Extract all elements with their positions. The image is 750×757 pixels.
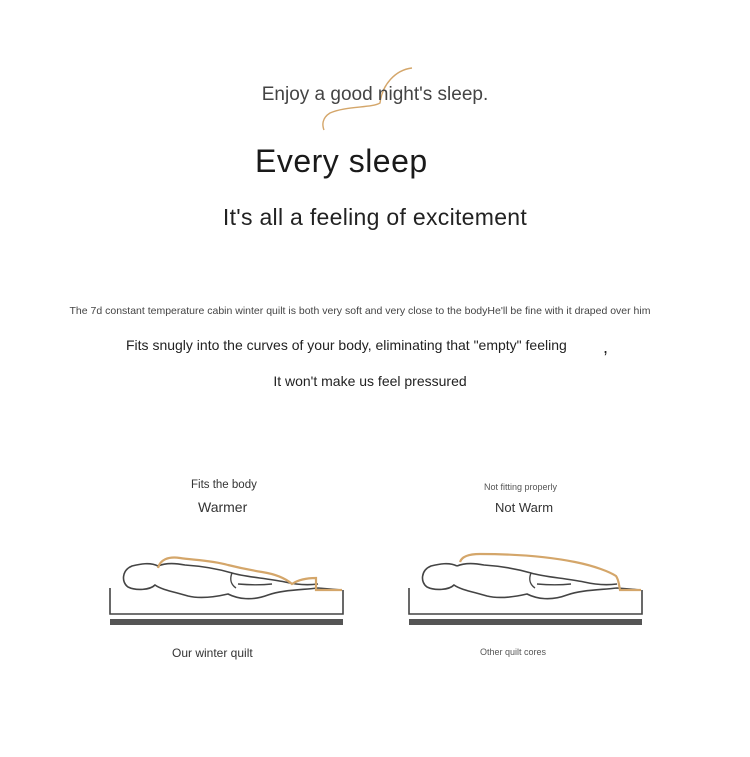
right-bed-base: [409, 619, 642, 625]
description-line-2: Fits snugly into the curves of your body, eliminating that "empty" feeling: [126, 337, 567, 353]
right-caption: Other quilt cores: [480, 647, 547, 657]
right-label-small: Not fitting properly: [484, 482, 558, 492]
page-subtitle: It's all a feeling of excitement: [222, 204, 528, 230]
tagline: Enjoy a good night's sleep.: [261, 84, 489, 105]
left-label-small: Fits the body: [191, 479, 257, 491]
description-line-1: The 7d constant temperature cabin winter quilt is both very soft and very close to the bodyHe'll be fine with it draped over him: [69, 305, 651, 317]
right-label-main: Not Warm: [495, 500, 554, 515]
description-comma: ,: [603, 337, 609, 357]
page-title: Every sleep: [255, 143, 428, 179]
left-label-main: Warmer: [198, 499, 248, 515]
description-line-3: It won't make us feel pressured: [273, 373, 467, 389]
left-caption: Our winter quilt: [172, 646, 253, 660]
